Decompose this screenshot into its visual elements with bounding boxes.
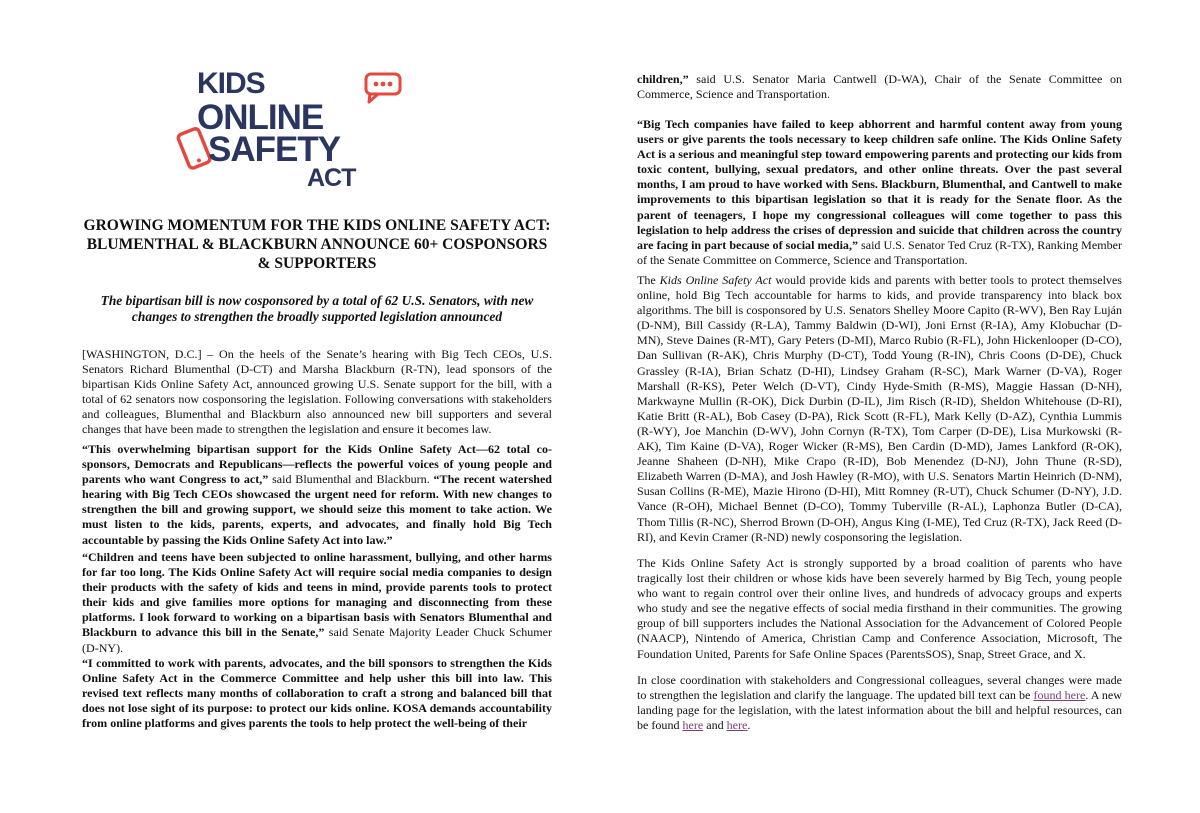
text-run: would provide kids and parents with better tools to protect themselves online, hold Big Tech accountable for harms to kids, and provide transparency into black box algorithms. The bill is cosponsored by U.S. Senators [637, 273, 1122, 318]
text-run: , John Thune (R-SD), Elizabeth Warren (D-MA), and Josh Hawley (R-MO), with U.S. Senators Martin Heinrich (D-NM), Susan Collins (R-ME), Mazie Hirono (D-HI), Mitt Romney (R-UT), Chuck Schumer (D-NY), J.D. Vance (R-OH), Michael Bennet (D-CO), Tommy Tuberville (R-AL), Laphonza Butler (D-CA), Thom Tillis (R-NC), Sherrod Brown (D-OH), Angus King (I-ME), Ted Cruz (R-TX), Jack Reed (D-RI), and Kevin Cramer (R-ND) newly cosponsoring the legislation. [637, 454, 1122, 544]
landing-page-link-2[interactable]: here [726, 718, 748, 733]
speech-bubble-icon [364, 72, 402, 104]
cruz-quote [637, 117, 1122, 268]
cosponsor-list: Shelley Moore Capito (R-WV), Ben Ray Luján (D-NM), Bill Cassidy (R-LA), Tammy Baldwin (D-WI), Joni Ernst (R-IA), Amy Klobuchar (D-MN), Steve Daines (R-MT), Gary Peters (D-MI), Marco Rubio (R-FL), John Hickenlooper (D-CO), Dan Sullivan (R-AK), Chris Murphy (D-CT), Todd Young (R-IN), Chris Coons (D-DE), Chuck Grassley (R-IA), Brian Schatz (D-HI), Lindsey Graham (R-SC), Mark Warner (D-VA), Roger Marshall (R-KS), Peter Welch (D-VT), Cindy Hyde-Smith (R-MS), Maggie Hassan (D-NH), Markwayne Mullin (R-OK), Dick Durbin (D-IL), Jim Risch (R-ID), Sheldon Whitehouse (D-RI), Katie Britt (R-AL), Bob Casey (D-PA), Rick Scott (R-FL), Mark Kelly (D-AZ), Cynthia Lummis (R-WY), Joe Manchin (D-WV), John Cornyn (R-TX), Tom Carper (D-DE), Lisa Murkowski (R-AK), Tim Kaine (D-VA), Roger Wicker (R-MS), Ben Cardin (D-MD), James Lankford (R-OK), Jeanne Shaheen (D-NH), Mike Crapo (R-ID), Bob Menendez (D-NJ) [637, 303, 1122, 469]
kosa-logo [140, 66, 410, 191]
schumer-quote [82, 550, 552, 656]
quote-text: “Children and teens have been subjected to online harassment, bullying, and other harms for far too long. The Kids Online Safety Act will require social media companies to design their products with the safety of kids and teens in mind, provide parents tools to protect their kids and give families more options for managing and disconnecting from these platforms. I look forward to working on a bipartisan basis with Senators Blumenthal and Blackburn to advance this bill in the Senate,” [82, 550, 552, 640]
headline: GROWING MOMENTUM FOR THE KIDS ONLINE SAFETY ACT: BLUMENTHAL & BLACKBURN ANNOUNCE 60+ COSPONSORS & SUPPORTERS [83, 217, 551, 272]
subheadline: The bipartisan bill is now cosponsored by a total of 62 U.S. Senators, with new changes to strengthen the broadly supported legislation announced [100, 293, 534, 324]
attribution: said U.S. Senator Ted Cruz (R-TX), Ranking Member of the Senate Committee on Commerce, Science and Transportation. [637, 237, 1122, 267]
quote-text: “This overwhelming bipartisan support for the Kids Online Safety Act—62 total co-sponsors, Democrats and Republicans—reflects the powerful voices of young people and parents who want Congress to act,” [82, 442, 552, 487]
logo-word-safety: SAFETY [208, 130, 341, 169]
cantwell-quote-continued [637, 72, 1122, 102]
changes-paragraph [637, 673, 1122, 733]
landing-page-link-1[interactable]: here [682, 718, 704, 733]
attribution: said Blumenthal and Blackburn. [268, 472, 434, 487]
text-run: . A new landing page for the legislation, with the latest information about the bill and helpful resources, can be found [637, 688, 1122, 733]
attribution: said U.S. Senator Maria Cantwell (D-WA), Chair of the Senate Committee on Commerce, Science and Transportation. [637, 72, 1122, 102]
bill-name: Kids Online Safety Act [659, 273, 772, 287]
logo-word-act: ACT [307, 164, 356, 192]
intro-paragraph: [WASHINGTON, D.C.] – On the heels of the Senate’s hearing with Big Tech CEOs, U.S. Senators Richard Blumenthal (D-CT) and Marsha Blackburn (R-TN), lead sponsors of the bipartisan Kids Online Safety Act, announced growing U.S. Senate support for the bill, with a total of 62 senators now cosponsoring the legislation. Following conversations with stakeholders and colleagues, Blumenthal and Blackburn also announced new bill supporters and several changes that have been made to strengthen the legislation and ensure it becomes law. [82, 347, 552, 437]
cantwell-quote [82, 656, 552, 731]
text-run: In close coordination with stakeholders and Congressional colleagues, several changes were made to strengthen the legislation and clarify the language. The updated bill text can be [637, 673, 1122, 703]
quote-text: “Big Tech companies have failed to keep abhorrent and harmful content away from young users or give parents the tools necessary to keep children safe online. The Kids Online Safety Act is a serious and meaningful step toward empowering parents and protecting our kids from toxic content, bullying, sexual predators, and other online threats. Over the past several months, I am proud to have worked with Sens. Blackburn, Blumenthal, and Cantwell to make improvements to this bipartisan legislation so that it is ready for the Senate floor. As the parent of teenagers, I hope my congressional colleagues will come together to pass this legislation to help address the crises of depression and suicide that children across the country are facing in part because of social media,” [637, 117, 1122, 252]
quote-text: “I committed to work with parents, advocates, and the bill sponsors to strengthen the Kids Online Safety Act in the Commerce Committee and help usher this bill into law. This revised text reflects many months of collaboration to craft a strong and balanced bill that does not lose sight of its purpose: to protect our kids online. KOSA demands accountability from online platforms and gives parents the tools to help protect the well-being of their [82, 656, 552, 731]
supporters-paragraph: The Kids Online Safety Act is strongly supported by a broad coalition of parents who have tragically lost their children or whose kids have been severely harmed by Big Tech, young people who want to regain control over their online lives, and hundreds of advocacy groups and experts who study and see the negative effects of social media firsthand in their communities. The growing group of bill supporters includes the National Association for the Advancement of Colored People (NAACP), Nintendo of America, Christian Camp and Conference Association, Microsoft, The Foundation United, Parents for Safe Online Spaces (ParentsSOS), Snap, Street Grace, and X. [637, 556, 1122, 661]
logo-word-kids: KIDS [197, 67, 265, 100]
text-run: . [747, 718, 751, 733]
quote-text: children,” [637, 72, 689, 86]
text-run: and [703, 718, 727, 733]
bill-text-link[interactable]: found here [1033, 688, 1086, 703]
attribution: said Senate Majority Leader Chuck Schumer (D-NY). [82, 625, 552, 655]
quote-text: “The recent watershed hearing with Big Tech CEOs showcased the urgent need for reform. With new changes to strengthen the bill and growing support, we should seize this moment to take action. We must listen to the kids, parents, experts, and advocates, and finally hold Big Tech accountable by passing the Kids Online Safety Act into law.” [82, 472, 553, 547]
logo-word-online: ONLINE [197, 98, 324, 137]
cosponsors-paragraph [637, 273, 1122, 545]
text-run: The [637, 273, 660, 287]
blumenthal-blackburn-quote [82, 442, 552, 548]
